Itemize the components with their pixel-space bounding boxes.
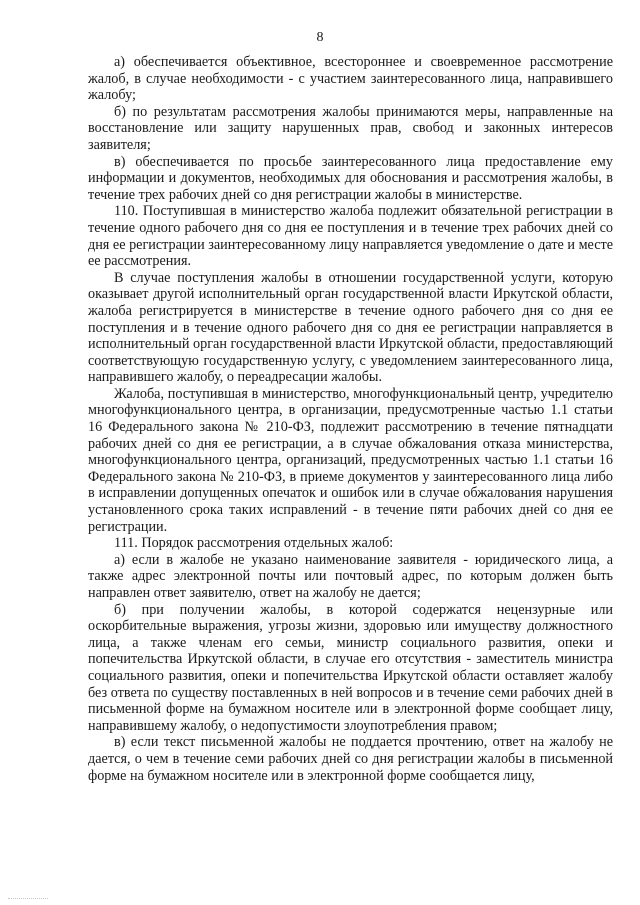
- paragraph-item-v-unreadable: в) если текст письменной жалобы не поддается прочтению, ответ на жалобу не дается, о чем в течение семи рабочих дней со дня регистрации жалобы в письменной форме на бумажном носителе или в электронной форме сообщается лицу,: [88, 734, 613, 784]
- paragraph-item-v-information: в) обеспечивается по просьбе заинтересованного лица предоставление ему информации и документов, необходимых для обоснования и рассмотрения жалобы, в течение трех рабочих дней со дня регистрации жалобы в министерстве.: [88, 153, 613, 203]
- paragraph-item-a-objective-review: а) обеспечивается объективное, всестороннее и своевременное рассмотрение жалоб, в случае необходимости - с участием заинтересованного лица, направившего жалобу;: [88, 54, 613, 104]
- scan-corner-mark: [8, 892, 48, 899]
- paragraph-redirect-complaint: В случае поступления жалобы в отношении государственной услуги, которую оказывает другой исполнительный орган государственной власти Иркутской области, жалоба регистрируется в министерстве в течение одного рабочего дня со дня ее поступления и в течение одного рабочего дня со дня ее регистрации направляется в исполнительный орган государственной власти Иркутской области, предоставляющий соответствующую государственную услугу, с уведомлением заинтересованного лица, направившего жалобу, о переадресации жалобы.: [88, 269, 613, 386]
- paragraph-item-a-no-applicant: а) если в жалобе не указано наименование заявителя - юридического лица, а также адрес электронной почты или почтовый адрес, по которым должен быть направлен ответ заявителю, ответ на жалобу не дается;: [88, 551, 613, 601]
- page-number: 8: [316, 30, 324, 45]
- document-body: [88, 54, 613, 784]
- paragraph-review-deadline: Жалоба, поступившая в министерство, многофункциональный центр, учредителю многофункционального центра, в организации, предусмотренные частью 1.1 статьи 16 Федерального закона № 210-ФЗ, подлежит рассмотрению в течение пятнадцати рабочих дней со дня ее регистрации, а в случае обжалования отказа министерства, многофункционального центра, организаций, предусмотренных частью 1.1 статьи 16 Федерального закона № 210-ФЗ, в приеме документов у заинтересованного лица либо в исправлении допущенных опечаток и ошибок или в случае обжалования нарушения установленного срока таких исправлений - в течение пяти рабочих дней со дня ее регистрации.: [88, 385, 613, 535]
- paragraph-clause-110: 110. Поступившая в министерство жалоба подлежит обязательной регистрации в течение одного рабочего дня со дня ее поступления и в течение трех рабочих дней со дня ее регистрации заинтересованному лицу направляется уведомление о дате и месте ее рассмотрения.: [88, 203, 613, 270]
- paragraph-item-b-measures: б) по результатам рассмотрения жалобы принимаются меры, направленные на восстановление или защиту нарушенных прав, свобод и законных интересов заявителя;: [88, 103, 613, 153]
- paragraph-item-b-obscene-language: б) при получении жалобы, в которой содержатся нецензурные или оскорбительные выражения, угрозы жизни, здоровью или имуществу должностного лица, а также членам его семьи, министр социального развития, опеки и попечительства Иркутской области, в случае его отсутствия - заместитель министра социального развития, опеки и попечительства Иркутской области оставляет жалобу без ответа по существу поставленных в ней вопросов и в течение семи рабочих дней в письменной форме на бумажном носителе или в электронной форме сообщает лицу, направившему жалобу, о недопустимости злоупотребления правом;: [88, 601, 613, 734]
- paragraph-clause-111: 111. Порядок рассмотрения отдельных жалоб:: [114, 535, 394, 552]
